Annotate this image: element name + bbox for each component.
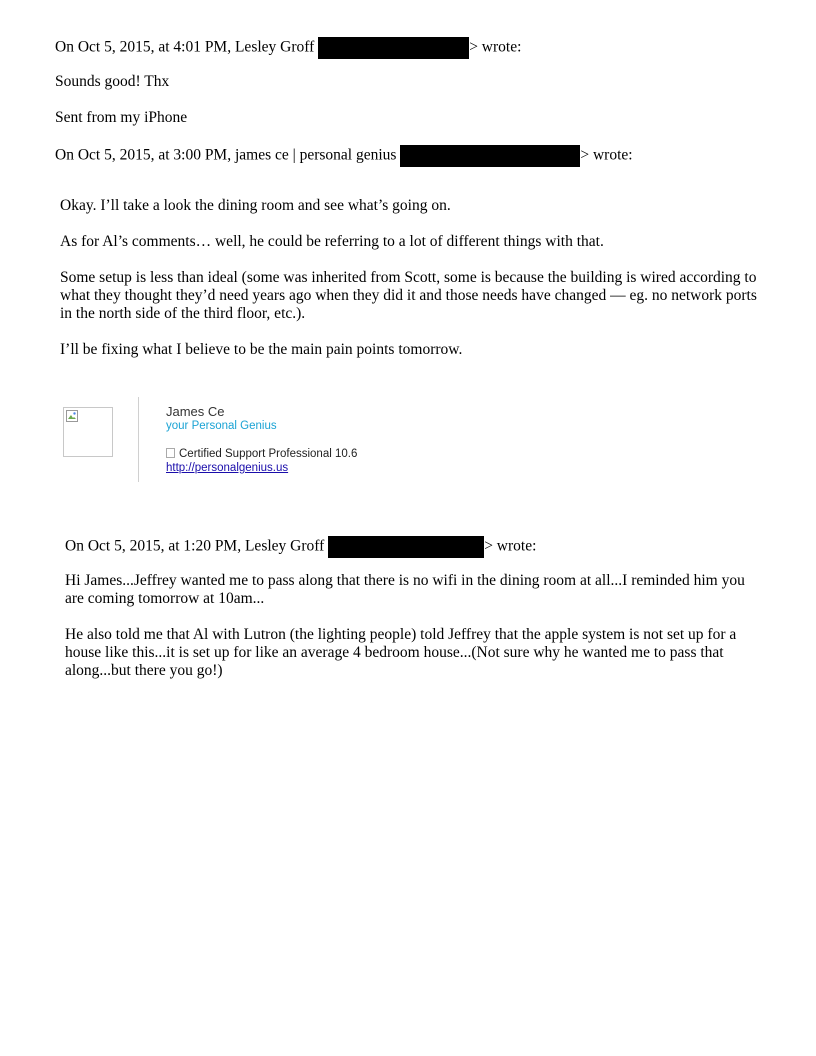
redacted-email-2: [400, 145, 580, 167]
message-3-paragraph-2: He also told me that Al with Lutron (the lighting people) told Jeffrey that the apple system is not set up for a house like this...it is set up for like an average 4 bedroom house...(Not sure why he wanted me to pass that along...but there you go!): [65, 626, 737, 679]
certification-icon: [166, 448, 175, 458]
quote-header-2-prefix: On Oct 5, 2015, at 3:00 PM, james ce | personal genius: [55, 146, 401, 164]
message-1-line-2: Sent from my iPhone: [55, 109, 188, 126]
quote-header-2-suffix: > wrote:: [580, 146, 633, 164]
quote-header-2: [55, 145, 633, 167]
signature-website-link[interactable]: http://personalgenius.us: [166, 462, 289, 474]
quote-header-3: [65, 536, 536, 558]
message-1-line-1: Sounds good! Thx: [55, 73, 170, 90]
message-2-paragraph-2: As for Al’s comments… well, he could be referring to a lot of different things with that.: [60, 233, 604, 250]
signature-name: James Ce: [166, 404, 225, 419]
signature-tagline: your Personal Genius: [166, 420, 277, 432]
signature-divider: [138, 397, 139, 482]
redacted-email-1: [318, 37, 469, 59]
message-3-paragraph-1: Hi James...Jeffrey wanted me to pass along that there is no wifi in the dining room at all...I reminded him you are coming tomorrow at 10am...: [65, 572, 745, 607]
message-2-paragraph-1: Okay. I’ll take a look the dining room and see what’s going on.: [60, 197, 451, 214]
broken-image-icon: [66, 410, 78, 422]
quote-header-3-suffix: > wrote:: [484, 537, 537, 555]
signature-image-placeholder: [63, 407, 113, 457]
quote-header-1-prefix: On Oct 5, 2015, at 4:01 PM, Lesley Groff: [55, 38, 319, 56]
message-2-paragraph-3: Some setup is less than ideal (some was inherited from Scott, some is because the building is wired according to what they thought they’d need years ago when they did it and those needs have changed — eg. no network ports in the north side of the third floor, etc.).: [60, 269, 757, 322]
signature-certification-text: Certified Support Professional 10.6: [179, 448, 358, 460]
signature-certification: [166, 448, 357, 460]
redacted-email-3: [328, 536, 484, 558]
quote-header-1: [55, 37, 521, 59]
quote-header-3-prefix: On Oct 5, 2015, at 1:20 PM, Lesley Groff: [65, 537, 329, 555]
message-2-paragraph-4: I’ll be fixing what I believe to be the main pain points tomorrow.: [60, 341, 463, 358]
quote-header-1-suffix: > wrote:: [469, 38, 522, 56]
